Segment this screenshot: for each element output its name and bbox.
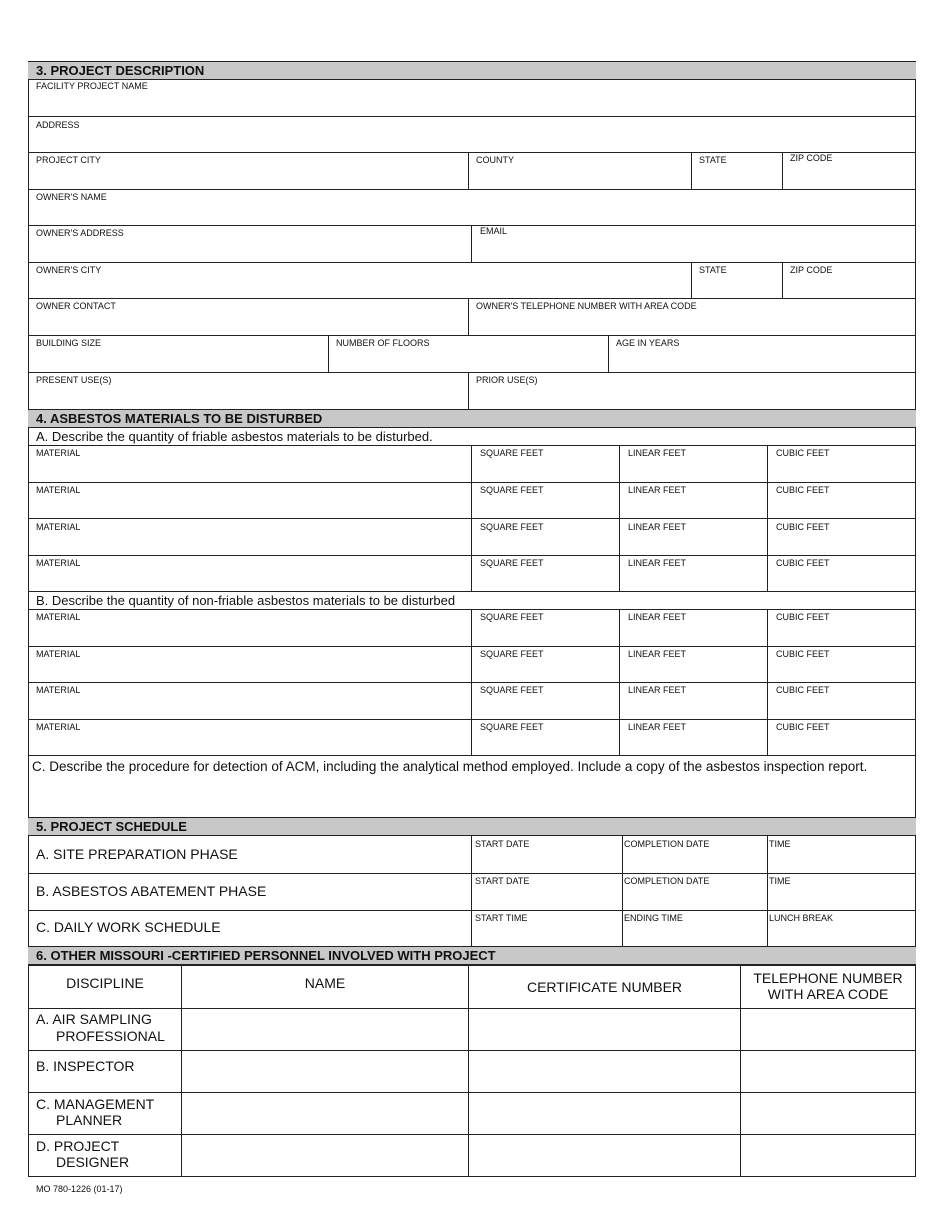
- a4-cubic-feet-label: CUBIC FEET: [776, 558, 830, 568]
- daily-work-schedule-label: C. DAILY WORK SCHEDULE: [36, 919, 221, 935]
- section-6-title: 6. OTHER MISSOURI -CERTIFIED PERSONNEL INVOLVED WITH PROJECT: [36, 948, 496, 963]
- owner-contact-field[interactable]: [29, 299, 468, 335]
- abatement-start-date-label: START DATE: [475, 876, 530, 886]
- address-field[interactable]: [29, 117, 915, 152]
- owners-city-field[interactable]: [29, 263, 691, 298]
- state-label: STATE: [699, 155, 727, 165]
- a4-square-feet-label: SQUARE FEET: [480, 558, 544, 568]
- abatement-completion-date-label: COMPLETION DATE: [624, 876, 710, 886]
- owner-contact-label: OWNER CONTACT: [36, 301, 116, 311]
- owners-city-label: OWNER'S CITY: [36, 265, 102, 275]
- site-prep-start-date-label: START DATE: [475, 839, 530, 849]
- air-sampling-certificate-field[interactable]: [469, 1009, 740, 1050]
- a2-square-feet-label: SQUARE FEET: [480, 485, 544, 495]
- b3-material-field[interactable]: [29, 683, 471, 719]
- a4-linear-feet-label: LINEAR FEET: [628, 558, 687, 568]
- b1-cubic-feet-label: CUBIC FEET: [776, 612, 830, 622]
- present-uses-label: PRESENT USE(S): [36, 375, 112, 385]
- section-4-title: 4. ASBESTOS MATERIALS TO BE DISTURBED: [36, 411, 323, 426]
- management-planner-certificate-field[interactable]: [469, 1093, 740, 1134]
- owners-name-field[interactable]: [29, 190, 915, 225]
- b3-cubic-feet-label: CUBIC FEET: [776, 685, 830, 695]
- b2-cubic-feet-label: CUBIC FEET: [776, 649, 830, 659]
- building-size-field[interactable]: [29, 336, 328, 372]
- county-field[interactable]: [469, 153, 691, 189]
- b4-linear-feet-field[interactable]: [620, 720, 767, 755]
- number-of-floors-field[interactable]: [329, 336, 608, 372]
- email-label: EMAIL: [480, 226, 508, 236]
- abatement-time-field[interactable]: [768, 874, 915, 910]
- project-designer-label-line1: D. PROJECT: [36, 1138, 120, 1154]
- b2-square-feet-field[interactable]: [472, 647, 619, 682]
- b2-cubic-feet-field[interactable]: [768, 647, 915, 682]
- section-4a-text: A. Describe the quantity of friable asbestos materials to be disturbed.: [36, 429, 433, 444]
- a4-cubic-feet-field[interactable]: [768, 556, 915, 591]
- management-planner-label-line1: C. MANAGEMENT: [36, 1096, 155, 1112]
- a2-cubic-feet-label: CUBIC FEET: [776, 485, 830, 495]
- owners-address-field[interactable]: [29, 226, 471, 262]
- form-number: MO 780-1226 (01-17): [36, 1184, 123, 1194]
- owners-name-label: OWNER'S NAME: [36, 192, 107, 202]
- acm-detection-procedure-field[interactable]: [29, 776, 915, 817]
- site-prep-time-label: TIME: [769, 839, 791, 849]
- name-header: NAME: [304, 975, 346, 991]
- section-4b-text: B. Describe the quantity of non-friable asbestos materials to be disturbed: [36, 593, 456, 608]
- inspector-telephone-field[interactable]: [741, 1051, 915, 1092]
- a2-cubic-feet-field[interactable]: [768, 483, 915, 518]
- b4-material-label: MATERIAL: [36, 722, 81, 732]
- b1-square-feet-label: SQUARE FEET: [480, 612, 544, 622]
- section-6-header: [28, 946, 916, 965]
- b3-linear-feet-field[interactable]: [620, 683, 767, 719]
- a2-square-feet-field[interactable]: [472, 483, 619, 518]
- air-sampling-telephone-field[interactable]: [741, 1009, 915, 1050]
- b1-material-field[interactable]: [29, 610, 471, 646]
- abatement-completion-date-field[interactable]: [623, 874, 767, 910]
- a1-material-label: MATERIAL: [36, 448, 81, 458]
- b4-square-feet-label: SQUARE FEET: [480, 722, 544, 732]
- b4-material-field[interactable]: [29, 720, 471, 755]
- section-5-header: [28, 817, 916, 836]
- inspector-label-line1: B. INSPECTOR: [36, 1058, 135, 1074]
- project-designer-certificate-field[interactable]: [469, 1135, 740, 1176]
- section-3-title: 3. PROJECT DESCRIPTION: [36, 63, 205, 78]
- a3-linear-feet-field[interactable]: [620, 519, 767, 555]
- b4-cubic-feet-label: CUBIC FEET: [776, 722, 830, 732]
- a3-square-feet-label: SQUARE FEET: [480, 522, 544, 532]
- owner-zip-code-field[interactable]: [783, 263, 915, 298]
- b2-linear-feet-label: LINEAR FEET: [628, 649, 687, 659]
- site-prep-start-date-field[interactable]: [472, 837, 622, 873]
- email-field[interactable]: [472, 226, 915, 262]
- air-sampling-name-field[interactable]: [182, 1009, 468, 1050]
- a4-material-field[interactable]: [29, 556, 471, 591]
- a3-square-feet-field[interactable]: [472, 519, 619, 555]
- a3-linear-feet-label: LINEAR FEET: [628, 522, 687, 532]
- b3-linear-feet-label: LINEAR FEET: [628, 685, 687, 695]
- a4-linear-feet-field[interactable]: [620, 556, 767, 591]
- discipline-header: DISCIPLINE: [66, 975, 144, 991]
- b2-square-feet-label: SQUARE FEET: [480, 649, 544, 659]
- abatement-start-date-field[interactable]: [472, 874, 622, 910]
- daily-lunch-break-label: LUNCH BREAK: [769, 913, 834, 923]
- a3-material-field[interactable]: [29, 519, 471, 555]
- section-4c-text: C. Describe the procedure for detection of ACM, including the analytical method employed. Include a copy of the asbestos inspection report.: [32, 759, 868, 774]
- management-planner-telephone-field[interactable]: [741, 1093, 915, 1134]
- inspector-certificate-field[interactable]: [469, 1051, 740, 1092]
- management-planner-label-line2: PLANNER: [56, 1112, 123, 1128]
- b2-material-field[interactable]: [29, 647, 471, 682]
- zip-code-label: ZIP CODE: [790, 153, 833, 163]
- prior-uses-field[interactable]: [469, 373, 915, 409]
- zip-code-field[interactable]: [783, 153, 915, 189]
- a1-material-field[interactable]: [29, 446, 471, 482]
- number-of-floors-label: NUMBER OF FLOORS: [336, 338, 430, 348]
- a3-cubic-feet-field[interactable]: [768, 519, 915, 555]
- project-city-field[interactable]: [29, 153, 468, 189]
- a1-cubic-feet-label: CUBIC FEET: [776, 448, 830, 458]
- site-prep-completion-date-field[interactable]: [623, 837, 767, 873]
- site-prep-completion-date-label: COMPLETION DATE: [624, 839, 710, 849]
- project-designer-label-line2: DESIGNER: [56, 1154, 130, 1170]
- project-designer-telephone-field[interactable]: [741, 1135, 915, 1176]
- b3-material-label: MATERIAL: [36, 685, 81, 695]
- age-in-years-label: AGE IN YEARS: [616, 338, 680, 348]
- address-label: ADDRESS: [36, 120, 80, 130]
- telephone-header-line2: WITH AREA CODE: [767, 986, 889, 1002]
- owners-telephone-label: OWNER'S TELEPHONE NUMBER WITH AREA CODE: [476, 301, 697, 311]
- b3-cubic-feet-field[interactable]: [768, 683, 915, 719]
- b3-square-feet-label: SQUARE FEET: [480, 685, 544, 695]
- a2-linear-feet-field[interactable]: [620, 483, 767, 518]
- daily-lunch-break-field[interactable]: [768, 911, 915, 947]
- a2-material-label: MATERIAL: [36, 485, 81, 495]
- b4-square-feet-field[interactable]: [472, 720, 619, 755]
- b2-material-label: MATERIAL: [36, 649, 81, 659]
- section-4-header: [28, 409, 916, 428]
- present-uses-field[interactable]: [29, 373, 468, 409]
- site-prep-time-field[interactable]: [768, 837, 915, 873]
- b4-cubic-feet-field[interactable]: [768, 720, 915, 755]
- a2-material-field[interactable]: [29, 483, 471, 518]
- owner-state-label: STATE: [699, 265, 727, 275]
- b1-cubic-feet-field[interactable]: [768, 610, 915, 646]
- a3-material-label: MATERIAL: [36, 522, 81, 532]
- owners-telephone-field[interactable]: [469, 299, 915, 335]
- certificate-number-header: CERTIFICATE NUMBER: [526, 979, 683, 995]
- a1-linear-feet-field[interactable]: [620, 446, 767, 482]
- section-5-title: 5. PROJECT SCHEDULE: [36, 819, 187, 834]
- a4-material-label: MATERIAL: [36, 558, 81, 568]
- inspector-name-field[interactable]: [182, 1051, 468, 1092]
- owner-state-field[interactable]: [692, 263, 782, 298]
- county-label: COUNTY: [476, 155, 514, 165]
- telephone-header-line1: TELEPHONE NUMBER: [753, 970, 903, 986]
- b1-square-feet-field[interactable]: [472, 610, 619, 646]
- a1-linear-feet-label: LINEAR FEET: [628, 448, 687, 458]
- owner-zip-code-label: ZIP CODE: [790, 265, 833, 275]
- b4-linear-feet-label: LINEAR FEET: [628, 722, 687, 732]
- asbestos-abatement-phase-label: B. ASBESTOS ABATEMENT PHASE: [36, 883, 267, 899]
- project-designer-name-field[interactable]: [182, 1135, 468, 1176]
- facility-project-name-label: FACILITY PROJECT NAME: [36, 81, 148, 91]
- a1-cubic-feet-field[interactable]: [768, 446, 915, 482]
- building-size-label: BUILDING SIZE: [36, 338, 102, 348]
- owners-address-label: OWNER'S ADDRESS: [36, 228, 124, 238]
- a1-square-feet-label: SQUARE FEET: [480, 448, 544, 458]
- air-sampling-label-line1: A. AIR SAMPLING: [36, 1011, 152, 1027]
- project-city-label: PROJECT CITY: [36, 155, 101, 165]
- a1-square-feet-field[interactable]: [472, 446, 619, 482]
- air-sampling-label-line2: PROFESSIONAL: [56, 1028, 165, 1044]
- age-in-years-field[interactable]: [609, 336, 915, 372]
- b1-material-label: MATERIAL: [36, 612, 81, 622]
- b3-square-feet-field[interactable]: [472, 683, 619, 719]
- daily-ending-time-label: ENDING TIME: [624, 913, 683, 923]
- b1-linear-feet-field[interactable]: [620, 610, 767, 646]
- section-3-header: [28, 61, 916, 80]
- abatement-time-label: TIME: [769, 876, 791, 886]
- daily-start-time-field[interactable]: [472, 911, 622, 947]
- site-preparation-phase-label: A. SITE PREPARATION PHASE: [36, 846, 238, 862]
- a3-cubic-feet-label: CUBIC FEET: [776, 522, 830, 532]
- a2-linear-feet-label: LINEAR FEET: [628, 485, 687, 495]
- daily-start-time-label: START TIME: [475, 913, 528, 923]
- b1-linear-feet-label: LINEAR FEET: [628, 612, 687, 622]
- management-planner-name-field[interactable]: [182, 1093, 468, 1134]
- state-field[interactable]: [692, 153, 782, 189]
- daily-ending-time-field[interactable]: [623, 911, 767, 947]
- facility-project-name-field[interactable]: [29, 81, 915, 116]
- b2-linear-feet-field[interactable]: [620, 647, 767, 682]
- prior-uses-label: PRIOR USE(S): [476, 375, 538, 385]
- a4-square-feet-field[interactable]: [472, 556, 619, 591]
